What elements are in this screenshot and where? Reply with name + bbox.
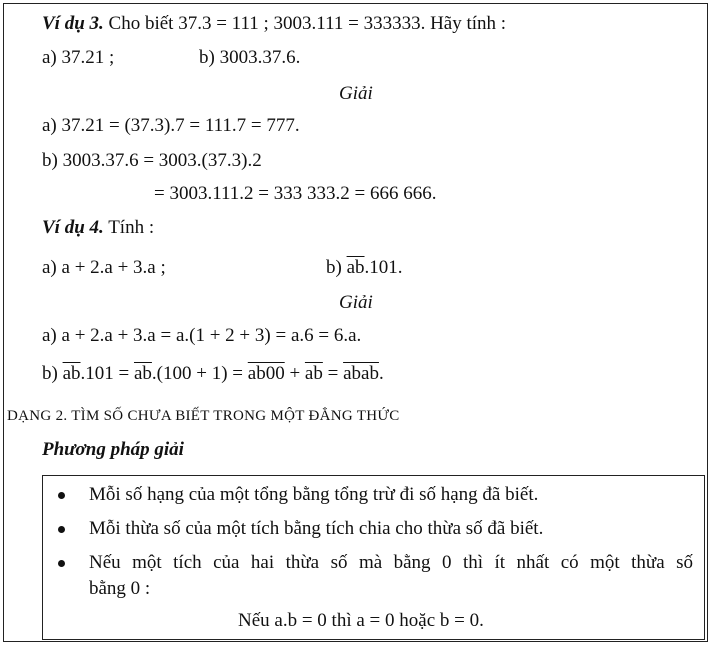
rule-item-2: Mỗi thừa số của một tích bằng tích chia cho thừa số đã biết. — [89, 518, 544, 539]
overline-ab00: ab00 — [247, 363, 285, 384]
rules-box — [42, 475, 705, 640]
example3-header — [42, 12, 506, 36]
document-page — [3, 3, 708, 642]
example3-solution-b-line2: = 3003.111.2 = 333 333.2 = 666 666. — [154, 183, 437, 204]
example4-part-a: a) a + 2.a + 3.a ; — [42, 257, 166, 278]
example3-label: Ví dụ 3. — [42, 13, 104, 34]
overline-abab: abab — [343, 363, 379, 384]
example4-solution-title: Giải — [339, 292, 373, 313]
example3-solution-a: a) 37.21 = (37.3).7 = 111.7 = 777. — [42, 115, 300, 136]
rule-item-3-line2: bằng 0 : — [89, 578, 151, 599]
rule-item-3-line1: Nếu một tích của hai thừa số mà bằng 0 thì ít nhất có một thừa số — [89, 552, 693, 573]
overline-ab: $\overline{ab}$ — [346, 257, 365, 278]
method-title: Phương pháp giải — [42, 439, 184, 460]
overline-ab: $\overline{ab}$ — [62, 363, 81, 384]
example4-header — [42, 216, 154, 240]
overline-ab: $\overline{ab}$ — [304, 363, 323, 384]
bullet-icon — [58, 492, 65, 499]
rule-item-1: Mỗi số hạng của một tổng bằng tổng trừ đi số hạng đã biết. — [89, 484, 539, 505]
bullet-icon — [58, 526, 65, 533]
example4-part-b: b) $\overline{ab}.101$. — [326, 257, 403, 278]
example3-part-b: b) 3003.37.6. — [199, 47, 301, 68]
example3-solution-title: Giải — [339, 83, 373, 104]
overline-ab: $\overline{ab}$ — [133, 363, 152, 384]
example4-label: Ví dụ 4. — [42, 217, 104, 238]
section-title: DẠNG 2. TÌM SỐ CHƯA BIẾT TRONG MỘT ĐẲNG THỨC — [7, 408, 400, 424]
example3-part-a: a) 37.21 ; — [42, 47, 115, 68]
rule-item-3-example: Nếu a.b = 0 thì a = 0 hoặc b = 0. — [238, 610, 484, 631]
example4-solution-b: b) $\overline{ab}.101 = \overline{ab}.(100 + 1) = ab00 + \overline{ab}$ = abab. — [42, 363, 384, 384]
bullet-icon — [58, 560, 65, 567]
example4-solution-a: a) a + 2.a + 3.a = a.(1 + 2 + 3) = a.6 = 6.a. — [42, 325, 362, 346]
example4-prompt: Tính : — [108, 217, 155, 238]
example3-solution-b-line1: b) 3003.37.6 = 3003.(37.3).2 — [42, 150, 262, 171]
example3-prompt: Cho biết 37.3 = 111 ; 3003.111 = 333333. Hãy tính : — [108, 13, 507, 34]
